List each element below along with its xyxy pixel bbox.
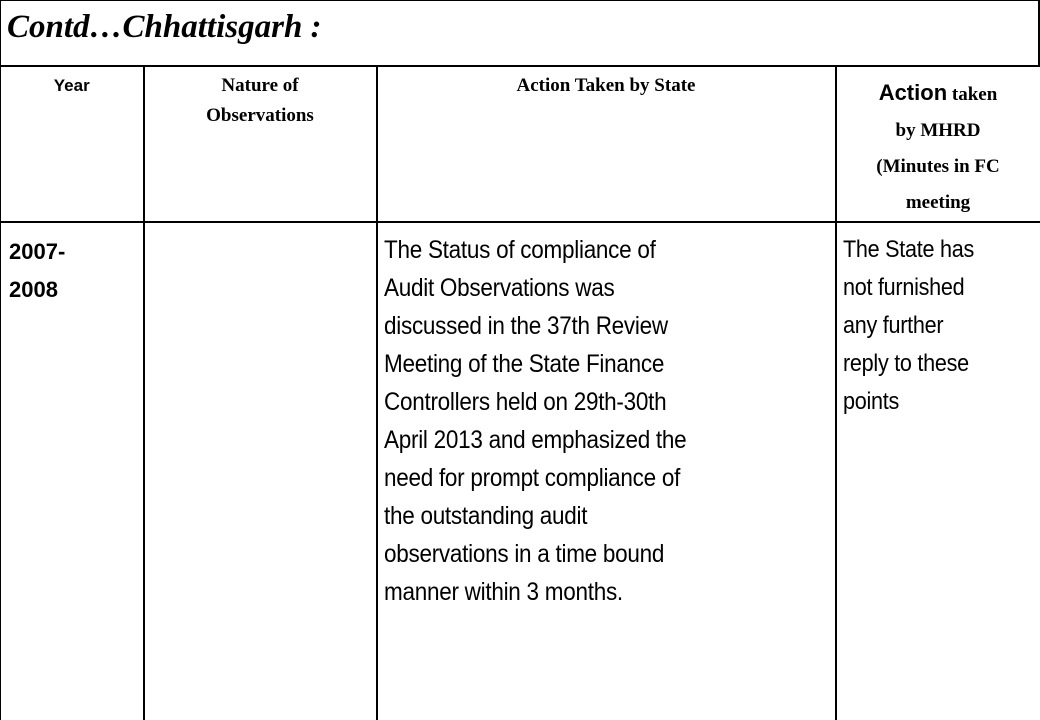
header-mhrd-line4: meeting (905, 192, 971, 213)
header-action-state (377, 67, 836, 223)
action-mhrd-line: points (842, 388, 899, 415)
action-state-line: Meeting of the State Finance (383, 350, 664, 378)
action-state-line: observations in a time bound (383, 540, 664, 568)
header-mhrd-action-word: Action (878, 80, 948, 105)
action-state-line: Audit Observations was (383, 274, 614, 302)
action-state-line: discussed in the 37th Review (383, 312, 668, 340)
cell-year (1, 222, 144, 720)
header-nature-line2: Observations (206, 105, 314, 126)
action-state-line: the outstanding audit (383, 502, 587, 530)
table-header-row (1, 67, 1040, 223)
header-year-label: Year (53, 76, 90, 95)
header-nature (144, 67, 377, 223)
year-line2: 2008 (9, 277, 58, 302)
action-mhrd-line: The State has (842, 236, 974, 263)
table-row (1, 222, 1040, 720)
header-nature-line1: Nature of (221, 75, 299, 96)
header-mhrd-taken-word: taken (947, 84, 998, 105)
header-mhrd-line2: by MHRD (895, 120, 981, 141)
action-state-text (384, 231, 825, 611)
header-action-state-label: Action Taken by State (516, 75, 696, 96)
cell-action-state (377, 222, 836, 720)
observations-table (0, 66, 1040, 720)
action-state-line: April 2013 and emphasized the (383, 426, 686, 454)
header-mhrd-line1 (837, 75, 1040, 113)
page-title: Contd…Chhattisgarh : (7, 9, 322, 45)
action-mhrd-text (843, 231, 1036, 421)
header-action-mhrd (836, 67, 1040, 223)
action-state-line: manner within 3 months. (383, 578, 623, 606)
header-year (1, 67, 144, 223)
cell-action-mhrd (836, 222, 1040, 720)
year-line1: 2007- (9, 239, 66, 264)
action-mhrd-line: reply to these (842, 350, 969, 377)
action-state-line: Controllers held on 29th-30th (383, 388, 666, 416)
action-mhrd-line: not furnished (842, 274, 964, 301)
action-mhrd-line: any further (842, 312, 943, 339)
action-state-line: need for prompt compliance of (383, 464, 680, 492)
header-mhrd-line3: (Minutes in FC (876, 156, 1000, 177)
title-bar (0, 0, 1040, 66)
action-state-line: The Status of compliance of (383, 236, 656, 264)
cell-nature (144, 222, 377, 720)
